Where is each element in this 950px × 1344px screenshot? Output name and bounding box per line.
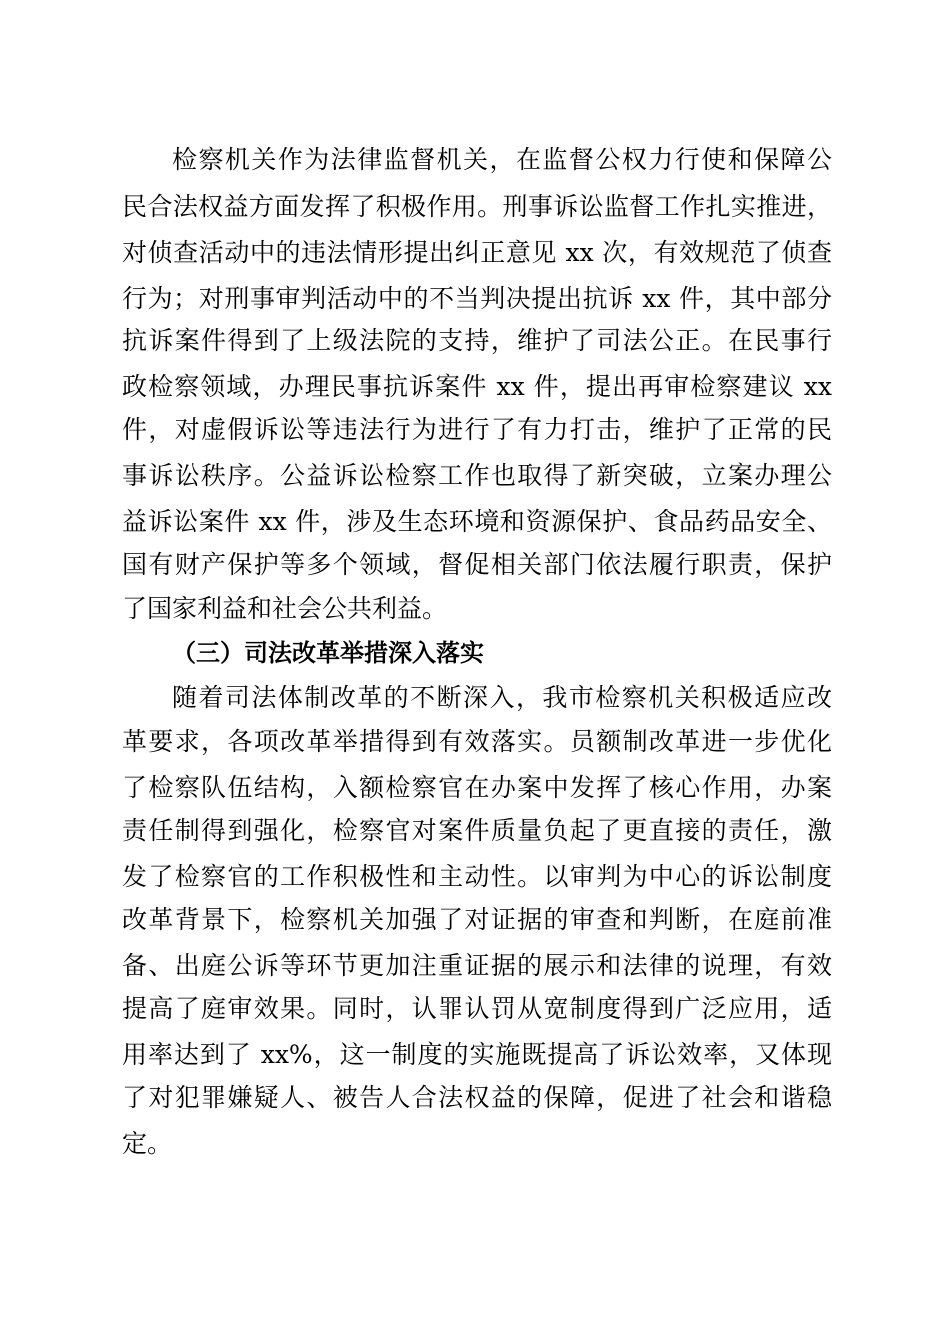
paragraph-1-line: 国有财产保护等多个领域，督促相关部门依法履行职责，保护 (122, 550, 832, 579)
paragraph-1-line: 政检察领域，办理民事抗诉案件 xx 件，提出再审检察建议 xx (122, 372, 832, 401)
paragraph-1-line: 检察机关作为法律监督机关，在监督公权力行使和保障公 (172, 145, 832, 174)
paragraph-2-line: 提高了庭审效果。同时，认罪认罚从宽制度得到广泛应用，适 (122, 994, 832, 1023)
paragraph-1-line: 件，对虚假诉讼等违法行为进行了有力打击，维护了正常的民 (122, 415, 832, 444)
paragraph-2-line: 责任制得到强化，检察官对案件质量负起了更直接的责任，激 (122, 816, 832, 845)
paragraph-2-line: 随着司法体制改革的不断深入，我市检察机关积极适应改 (172, 683, 832, 712)
paragraph-2-line: 革要求，各项改革举措得到有效落实。员额制改革进一步优化 (122, 727, 832, 756)
paragraph-2-line: 发了检察官的工作积极性和主动性。以审判为中心的诉讼制度 (122, 862, 832, 891)
paragraph-1-line: 行为；对刑事审判活动中的不当判决提出抗诉 xx 件，其中部分 (122, 284, 832, 313)
paragraph-1-line: 民合法权益方面发挥了积极作用。刑事诉讼监督工作扎实推进， (122, 192, 832, 221)
paragraph-2-line: 改革背景下，检察机关加强了对证据的审查和判断，在庭前准 (122, 905, 832, 934)
section-heading: （三）司法改革举措深入落实 (172, 639, 484, 667)
paragraph-2-line: 备、出庭公诉等环节更加注重证据的展示和法律的说理，有效 (122, 951, 832, 980)
paragraph-1-line: 抗诉案件得到了上级法院的支持，维护了司法公正。在民事行 (122, 326, 832, 355)
paragraph-2-line: 用率达到了 xx%，这一制度的实施既提高了诉讼效率，又体现 (122, 1040, 832, 1069)
paragraph-1-line: 对侦查活动中的违法情形提出纠正意见 xx 次，有效规范了侦查 (122, 238, 832, 267)
paragraph-2-line: 了对犯罪嫌疑人、被告人合法权益的保障，促进了社会和谐稳 (122, 1083, 832, 1112)
paragraph-2-line: 定。 (122, 1129, 173, 1158)
paragraph-1-line: 了国家利益和社会公共利益。 (122, 594, 448, 623)
paragraph-1-line: 益诉讼案件 xx 件，涉及生态环境和资源保护、食品药品安全、 (122, 507, 832, 536)
paragraph-2-line: 了检察队伍结构，入额检察官在办案中发挥了核心作用，办案 (122, 773, 832, 802)
paragraph-1-line: 事诉讼秩序。公益诉讼检察工作也取得了新突破，立案办理公 (122, 461, 832, 490)
